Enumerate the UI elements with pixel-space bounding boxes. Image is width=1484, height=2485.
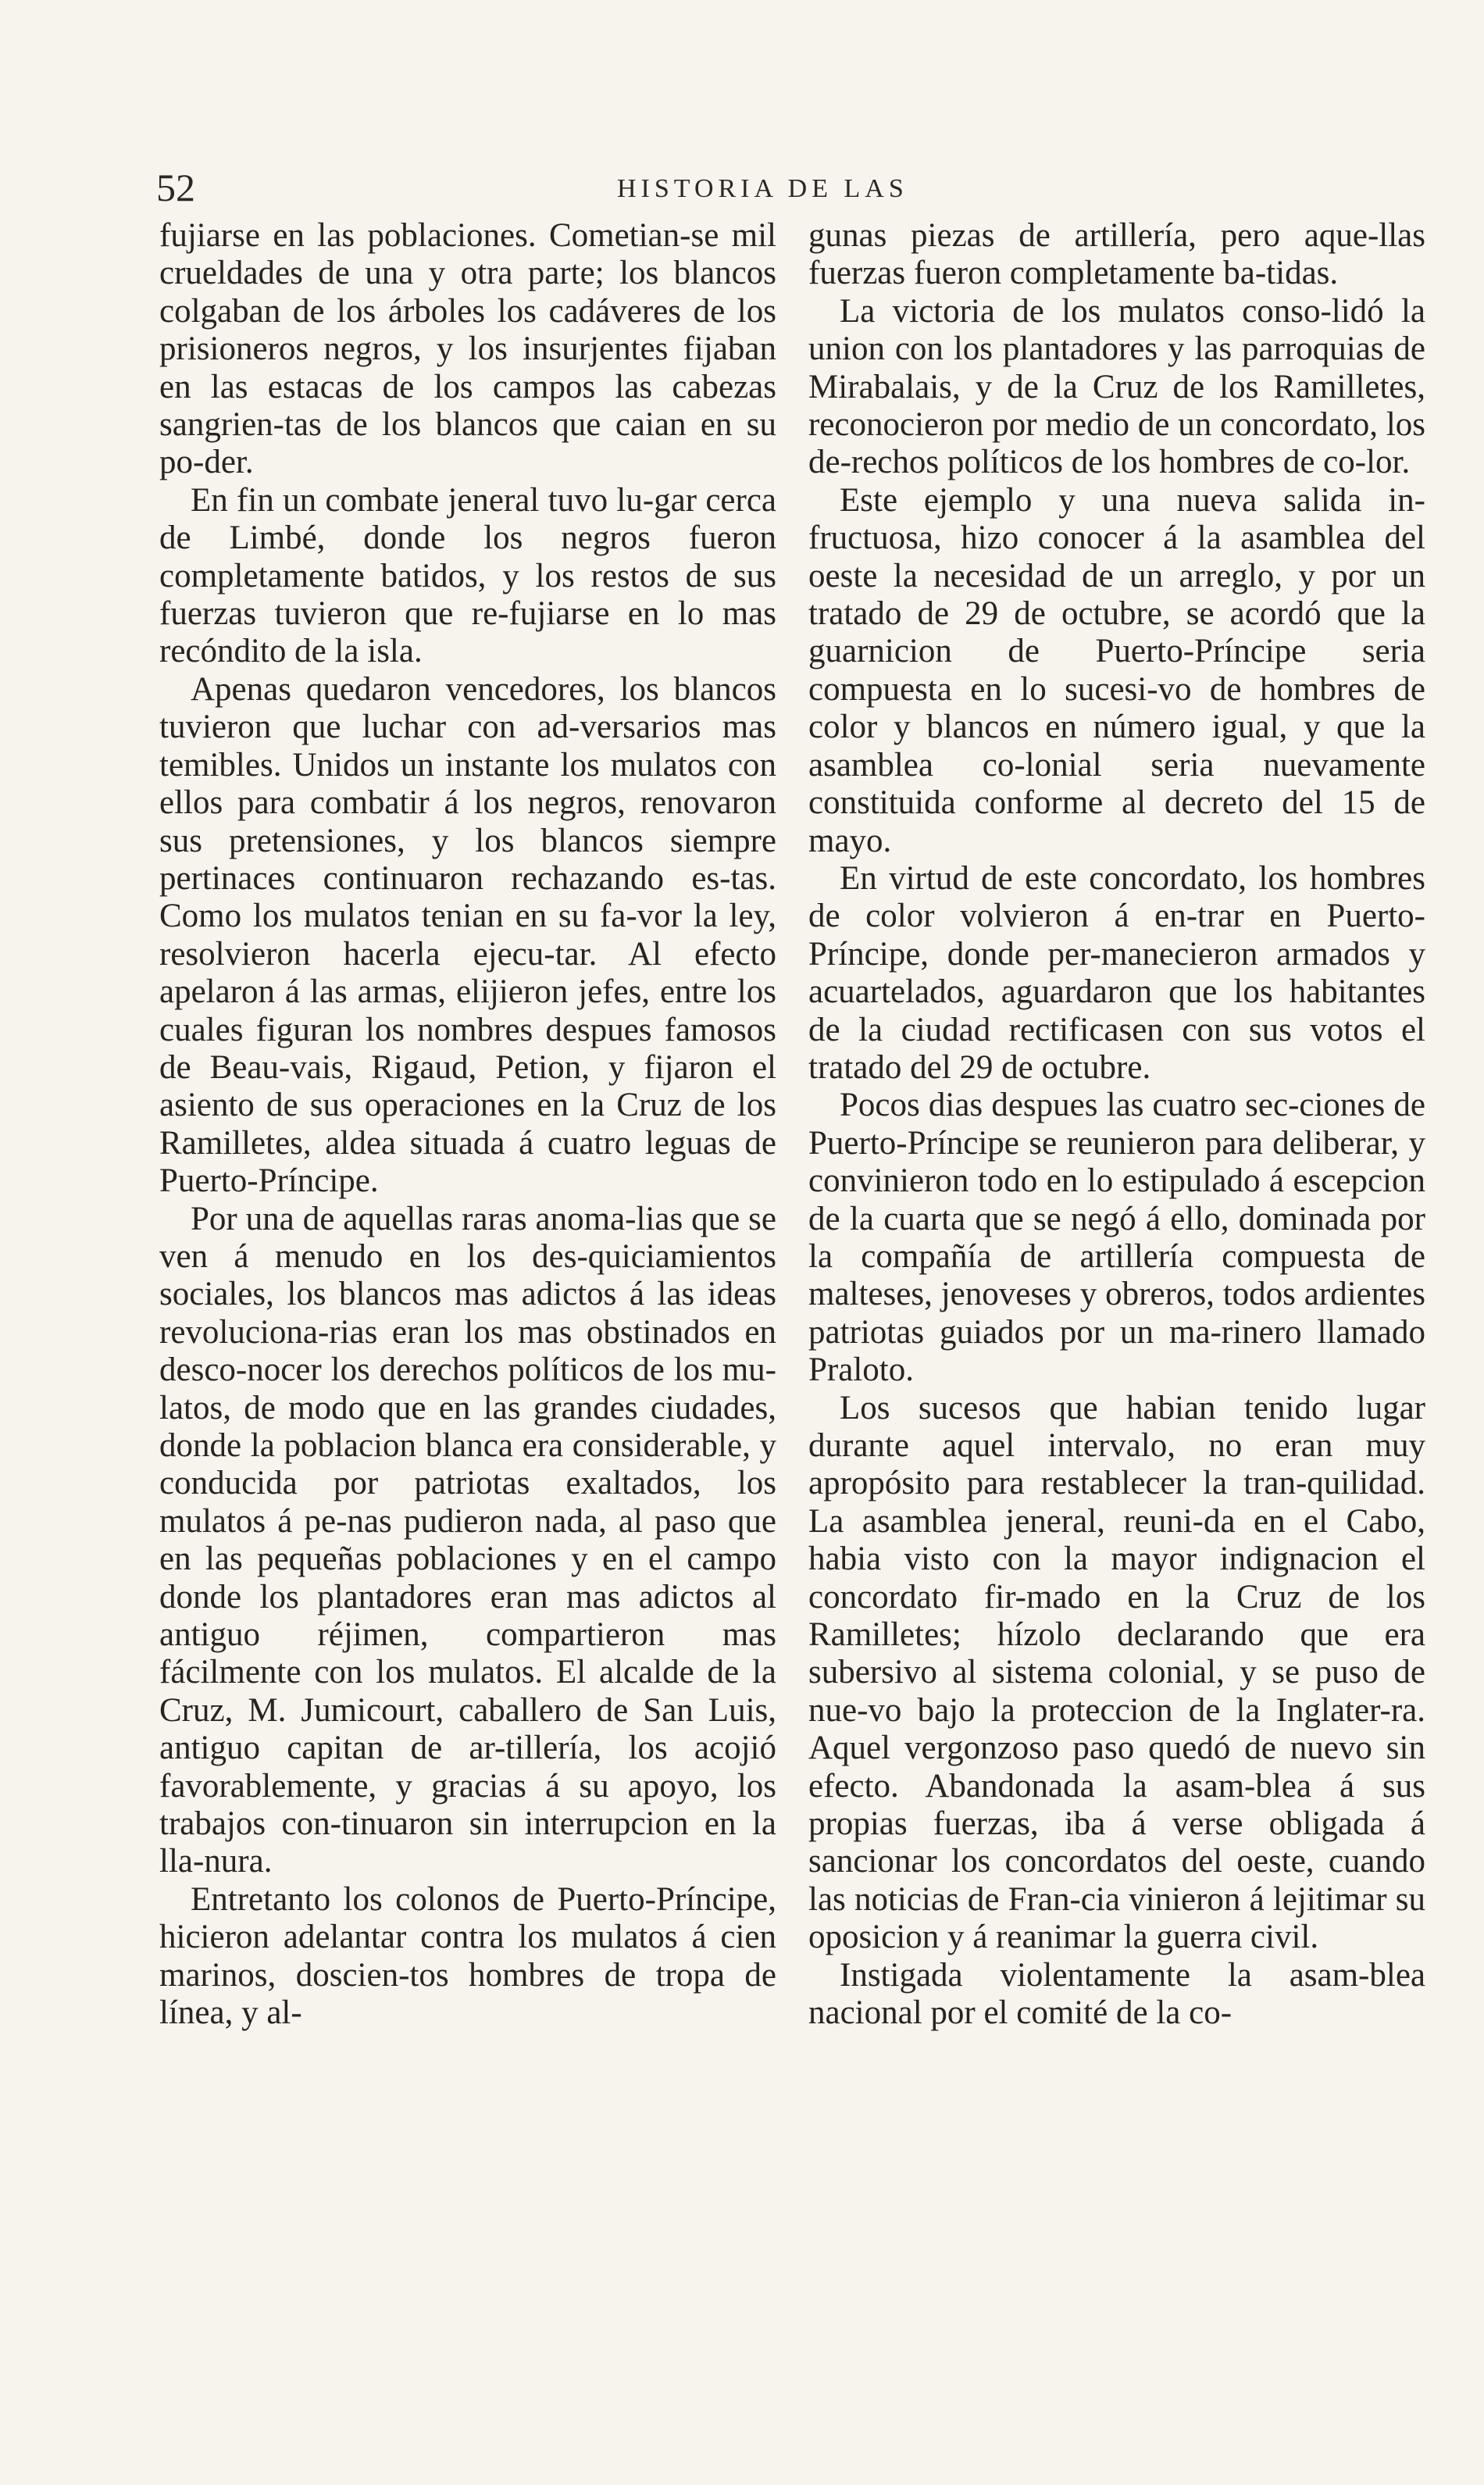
paragraph: Entretanto los colonos de Puerto-Príncipe, hicieron adelantar contra los mulatos á cien marinos, doscien-tos hombres de tropa de línea, y al- [159, 1880, 776, 2032]
paragraph: Este ejemplo y una nueva salida in-fructuosa, hizo conocer á la asamblea del oeste la necesidad de un arreglo, y por un tratado de 29 de octubre, se acordó que la guarnicion de Puerto-Príncipe seria compuesta en lo sucesi-vo de hombres de color y blancos en número igual, y que la asamblea co-lonial seria nuevamente constituida conforme al decreto del 15 de mayo. [808, 481, 1425, 859]
right-column [808, 217, 1425, 2319]
paragraph: En fin un combate jeneral tuvo lu-gar cerca de Limbé, donde los negros fueron completamente batidos, y los restos de sus fuerzas tuvieron que re-fujiarse en lo mas recóndito de la isla. [159, 481, 776, 670]
paragraph: gunas piezas de artillería, pero aque-llas fuerzas fueron completamente ba-tidas. [808, 217, 1425, 292]
paragraph: La victoria de los mulatos conso-lidó la union con los plantadores y las parroquias de Mirabalais, y de la Cruz de los Ramilletes, reconocieron por medio de un concordato, los de-rechos políticos de los hombres de co-lor. [808, 292, 1425, 481]
page-number: 52 [156, 166, 195, 209]
paragraph: Por una de aquellas raras anoma-lias que se ven á menudo en los des-quiciamientos sociales, los blancos mas adictos á las ideas revoluciona-rias eran los mas obstinados en desco-nocer los derechos políticos de los mu-latos, de modo que en las grandes ciudades, donde la poblacion blanca era considerable, y conducida por patriotas exaltados, los mulatos á pe-nas pudieron nada, al paso que en las pequeñas poblaciones y en el campo donde los plantadores eran mas adictos al antiguo réjimen, compartieron mas fácilmente con los mulatos. El alcalde de la Cruz, M. Jumicourt, caballero de San Luis, antiguo capitan de ar-tillería, los acojió favorablemente, y gracias á su apoyo, los trabajos con-tinuaron sin interrupcion en la lla-nura. [159, 1200, 776, 1880]
paragraph: Pocos dias despues las cuatro sec-ciones de Puerto-Príncipe se reunieron para deliberar, y convinieron todo en lo estipulado á escepcion de la cuarta que se negó á ello, dominada por la compañía de artillería compuesta de malteses, jenoveses y obreros, todos ardientes patriotas guiados por un ma-rinero llamado Praloto. [808, 1087, 1425, 1389]
paragraph: Apenas quedaron vencedores, los blancos tuvieron que luchar con ad-versarios mas temibles. Unidos un instante los mulatos con ellos para combatir á los negros, renovaron sus pretensiones, y los blancos siempre pertinaces continuaron rechazando es-tas. Como los mulatos tenian en su fa-vor la ley, resolvieron hacerla ejecu-tar. Al efecto apelaron á las armas, elijieron jefes, entre los cuales figuran los nombres despues famosos de Beau-vais, Rigaud, Petion, y fijaron el asiento de sus operaciones en la Cruz de los Ramilletes, aldea situada á cuatro leguas de Puerto-Príncipe. [159, 670, 776, 1200]
paragraph: fujiarse en las poblaciones. Cometian-se mil crueldades de una y otra parte; los blancos colgaban de los árboles los cadáveres de los prisioneros negros, y los insurjentes fijaban en las estacas de los campos las cabezas sangrien-tas de los blancos que caian en su po-der. [159, 217, 776, 481]
paragraph: En virtud de este concordato, los hombres de color volvieron á en-trar en Puerto-Príncipe, donde per-manecieron armados y acuartelados, aguardaron que los habitantes de la ciudad rectificasen con sus votos el tratado del 29 de octubre. [808, 859, 1425, 1086]
page-header [156, 164, 1437, 211]
paragraph: Instigada violentamente la asam-blea nacional por el comité de la co- [808, 1956, 1425, 2032]
paragraph: Los sucesos que habian tenido lugar durante aquel intervalo, no eran muy apropósito para restablecer la tran-quilidad. La asamblea jeneral, reuni-da en el Cabo, habia visto con la mayor indignacion el concordato fir-mado en la Cruz de los Ramilletes; hízolo declarando que era subersivo al sistema colonial, y se puso de nue-vo bajo la proteccion de la Inglater-ra. Aquel vergonzoso paso quedó de nuevo sin efecto. Abandonada la asam-blea á sus propias fuerzas, iba á verse obligada á sancionar los concordatos del oeste, cuando las noticias de Fran-cia vinieron á lejitimar su oposicion y á reanimar la guerra civil. [808, 1389, 1425, 1956]
left-column [159, 217, 776, 2319]
running-title: HISTORIA DE LAS [617, 174, 908, 203]
